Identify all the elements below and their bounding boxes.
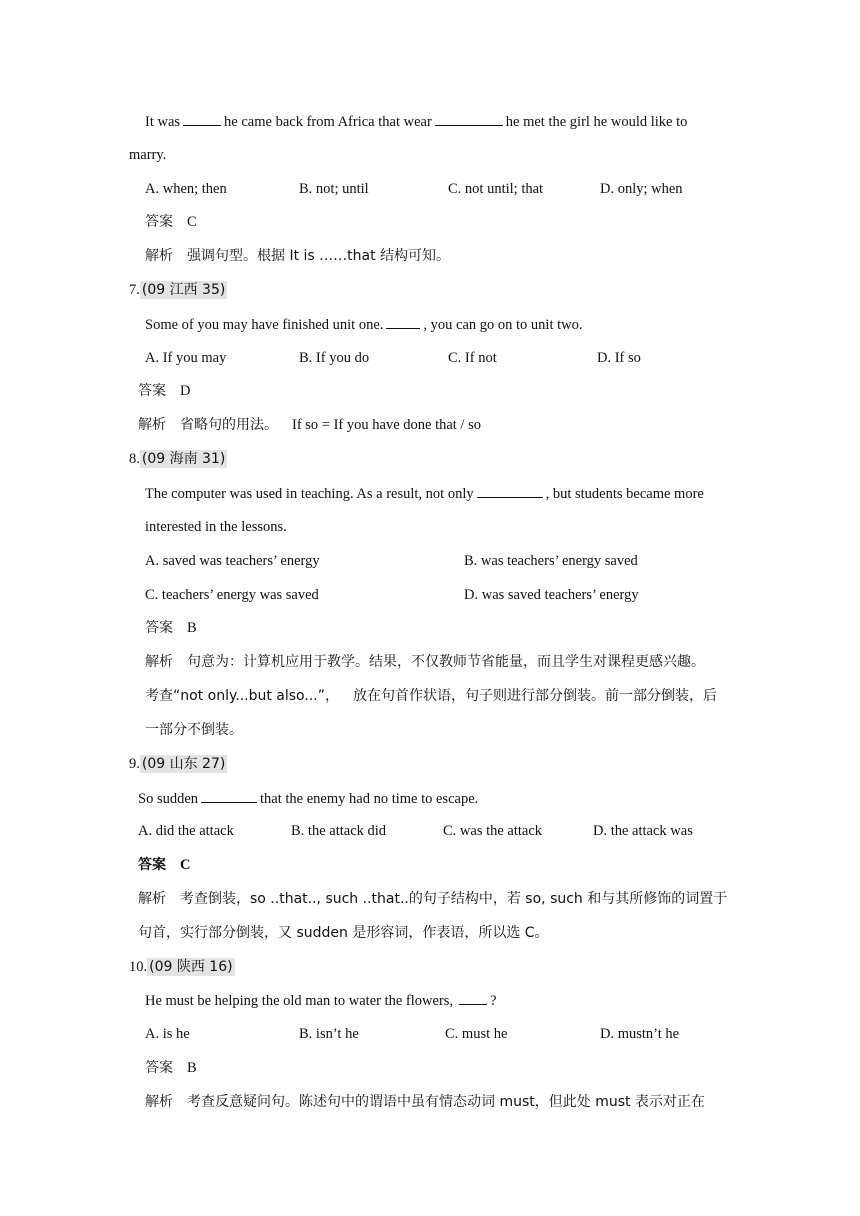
q10-stem: He must be helping the old man to water the flowers, ? xyxy=(145,990,497,1011)
q9-analysis-line2: 句首，实行部分倒装，又 sudden 是形容词，作表语，所以选 C。 xyxy=(138,925,549,941)
q6-option-a: A. when; then xyxy=(145,181,227,197)
q7-option-a: A. If you may xyxy=(145,350,227,366)
q9-option-b: B. the attack did xyxy=(291,823,387,839)
q9-source: (09 山东 27) xyxy=(141,756,226,772)
answer-blank xyxy=(201,788,257,803)
q9-option-d: D. the attack was xyxy=(593,823,693,839)
q7-answer: 答案 D xyxy=(138,383,191,399)
answer-blank xyxy=(477,483,543,498)
q10-option-c: C. must he xyxy=(445,1026,508,1042)
q7-analysis: 解析 省略句的用法。 If so = If you have done that / so xyxy=(138,417,481,433)
q6-option-d: D. only; when xyxy=(600,181,683,197)
q8-number: 8. xyxy=(129,451,140,467)
q7-source: (09 江西 35) xyxy=(141,282,226,298)
answer-blank xyxy=(435,111,503,126)
q7-option-d: D. If so xyxy=(597,350,641,366)
q9-answer: 答案 C xyxy=(138,857,191,873)
q8-option-c: C. teachers’ energy was saved xyxy=(145,587,319,603)
q8-option-a: A. saved was teachers’ energy xyxy=(145,553,320,569)
q9-analysis-line1: 解析 考查倒装，so ..that.., such ..that..的句子结构中，若 so, such 和与其所修饰的词置于 xyxy=(138,891,728,907)
q8-header xyxy=(129,449,227,469)
q8-option-b: B. was teachers’ energy saved xyxy=(464,553,638,569)
q7-stem: Some of you may have finished unit one. , you can go on to unit two. xyxy=(145,314,583,335)
q7-option-c: C. If not xyxy=(448,350,497,366)
q8-stem-line2: interested in the lessons. xyxy=(145,519,287,535)
q9-option-c: C. was the attack xyxy=(443,823,543,839)
q7-number: 7. xyxy=(129,282,140,298)
q10-header xyxy=(129,957,235,977)
answer-blank xyxy=(459,990,487,1005)
q10-number: 10. xyxy=(129,959,148,975)
q6-analysis: 解析 强调句型。根据 It is ……that 结构可知。 xyxy=(145,248,451,264)
q9-option-a: A. did the attack xyxy=(138,823,234,839)
q8-option-d: D. was saved teachers’ energy xyxy=(464,587,639,603)
q7-option-b: B. If you do xyxy=(299,350,370,366)
q6-option-c: C. not until; that xyxy=(448,181,544,197)
q6-stem-line2: marry. xyxy=(129,147,167,163)
q10-option-b: B. isn’t he xyxy=(299,1026,359,1042)
q8-analysis-line1: 解析 句意为：计算机应用于教学。结果，不仅教师节省能量，而且学生对课程更感兴趣。 xyxy=(145,654,705,670)
q7-header xyxy=(129,280,227,300)
answer-blank xyxy=(386,314,420,329)
q10-answer: 答案 B xyxy=(145,1060,197,1076)
q10-source: (09 陕西 16) xyxy=(149,959,233,975)
q6-stem-line1: It was he came back from Africa that wear he met the girl he would like to xyxy=(145,111,687,132)
q10-option-d: D. mustn’t he xyxy=(600,1026,680,1042)
q9-header xyxy=(129,754,227,774)
answer-blank xyxy=(183,111,221,126)
q8-stem-line1: The computer was used in teaching. As a result, not only , but students became more xyxy=(145,483,704,504)
q8-answer: 答案 B xyxy=(145,620,197,636)
q10-analysis: 解析 考查反意疑问句。陈述句中的谓语中虽有情态动词 must，但此处 must 表示对正在 xyxy=(145,1094,705,1110)
q6-option-b: B. not; until xyxy=(299,181,369,197)
q8-analysis-line2: 考查“not only...but also...”， 放在句首作状语，句子则进行部分倒装。前一部分倒装，后 xyxy=(145,688,717,704)
q10-option-a: A. is he xyxy=(145,1026,190,1042)
q8-source: (09 海南 31) xyxy=(141,451,226,467)
q9-stem: So sudden that the enemy had no time to escape. xyxy=(138,788,478,809)
q8-analysis-line3: 一部分不倒装。 xyxy=(145,722,243,738)
q6-answer: 答案 C xyxy=(145,214,197,230)
q9-number: 9. xyxy=(129,756,140,772)
